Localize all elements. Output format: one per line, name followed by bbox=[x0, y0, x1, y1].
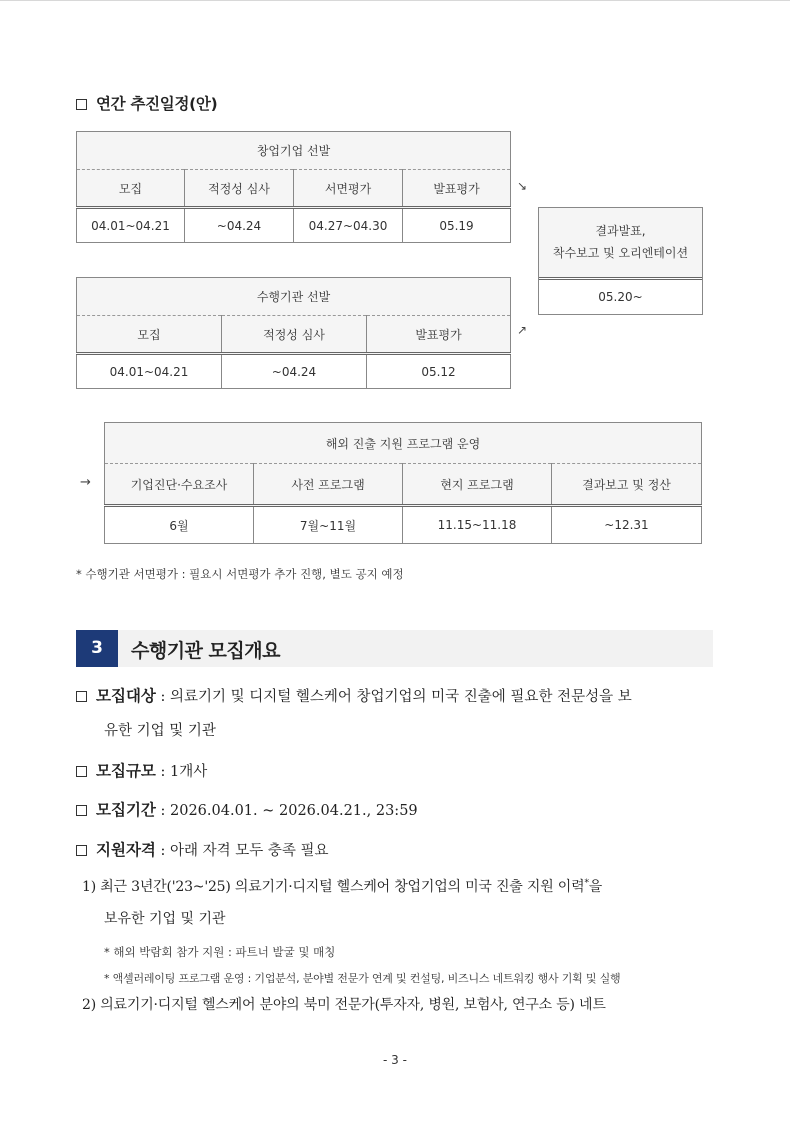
table-title: 수행기관 선발 bbox=[77, 278, 511, 316]
table-title: 해외 진출 지원 프로그램 운영 bbox=[105, 423, 702, 464]
table-header: 적정성 심사 bbox=[185, 170, 294, 208]
qualification-1-cont: 보유한 기업 및 기관 bbox=[104, 911, 226, 927]
item-recruit-period: 모집기간 : 2026.04.01. ~ 2026.04.21., 23:59 bbox=[76, 798, 418, 820]
table-header: 적정성 심사 bbox=[222, 316, 367, 354]
table-header: 서면평가 bbox=[294, 170, 403, 208]
item-recruit-scale: 모집규모 : 1개사 bbox=[76, 759, 207, 781]
qualification-1-note-2: * 액셀러레이팅 프로그램 운영 : 기업분석, 분야별 전문가 연계 및 컨설팅, 비즈니스 네트워킹 행사 기획 및 실행 bbox=[104, 972, 621, 985]
table-cell: 11.15~11.18 bbox=[403, 506, 552, 544]
table-title: 창업기업 선발 bbox=[77, 132, 511, 170]
table-cell: ~12.31 bbox=[552, 506, 702, 544]
qualification-2: 2) 의료기기·디지털 헬스케어 분야의 북미 전문가(투자자, 병원, 보험사, 연구소 등) 네트 bbox=[82, 997, 606, 1013]
table-cell: 7월~11월 bbox=[254, 506, 403, 544]
arrow-right-icon: → bbox=[80, 475, 91, 490]
table-header: 사전 프로그램 bbox=[254, 464, 403, 506]
table-cell: 6월 bbox=[105, 506, 254, 544]
table-cell: ~04.24 bbox=[185, 208, 294, 243]
item-qualification: 지원자격 : 아래 자격 모두 충족 필요 bbox=[76, 838, 329, 860]
table-header: 발표평가 bbox=[367, 316, 511, 354]
result-announcement-box bbox=[538, 207, 703, 315]
table-cell: 04.01~04.21 bbox=[77, 354, 222, 389]
footnote: * 수행기관 서면평가 : 필요시 서면평가 추가 진행, 별도 공지 예정 bbox=[76, 567, 404, 581]
qualification-1: 1) 최근 3년간('23~'25) 의료기기·디지털 헬스케어 창업기업의 미국 진출 지원 이력*을 bbox=[82, 878, 603, 895]
checkbox-square-icon bbox=[76, 691, 87, 702]
table-header: 모집 bbox=[77, 316, 222, 354]
agency-selection-table bbox=[76, 277, 511, 389]
arrow-up-right-icon: ↗ bbox=[517, 323, 528, 337]
table-cell: ~04.24 bbox=[222, 354, 367, 389]
table-header: 현지 프로그램 bbox=[403, 464, 552, 506]
table-header: 모집 bbox=[77, 170, 185, 208]
section-title: 수행기관 모집개요 bbox=[131, 640, 280, 662]
result-box-value: 05.20~ bbox=[539, 277, 702, 314]
top-divider bbox=[0, 0, 790, 1]
table-header: 발표평가 bbox=[403, 170, 511, 208]
table-header: 기업진단·수요조사 bbox=[105, 464, 254, 506]
item-recruit-target: 모집대상 : 의료기기 및 디지털 헬스케어 창업기업의 미국 진출에 필요한 전문성을 보 bbox=[76, 684, 632, 706]
table-cell: 04.27~04.30 bbox=[294, 208, 403, 243]
table-cell: 04.01~04.21 bbox=[77, 208, 185, 243]
table-header: 결과보고 및 정산 bbox=[552, 464, 702, 506]
program-operation-table bbox=[104, 422, 702, 544]
checkbox-square-icon bbox=[76, 99, 87, 110]
item-recruit-target-cont: 유한 기업 및 기관 bbox=[104, 723, 216, 739]
table-cell: 05.12 bbox=[367, 354, 511, 389]
section-number: 3 bbox=[76, 630, 118, 667]
checkbox-square-icon bbox=[76, 845, 87, 856]
arrow-down-right-icon: ↘ bbox=[517, 179, 528, 193]
startup-selection-table bbox=[76, 131, 511, 243]
table-cell: 05.19 bbox=[403, 208, 511, 243]
checkbox-square-icon bbox=[76, 805, 87, 816]
page-number: - 3 - bbox=[383, 1053, 407, 1067]
checkbox-square-icon bbox=[76, 766, 87, 777]
result-box-header: 결과발표, 착수보고 및 오리엔테이션 bbox=[539, 208, 702, 277]
schedule-heading: 연간 추진일정(안) bbox=[76, 92, 217, 114]
qualification-1-note-1: * 해외 박람회 참가 지원 : 파트너 발굴 및 매칭 bbox=[104, 945, 336, 959]
